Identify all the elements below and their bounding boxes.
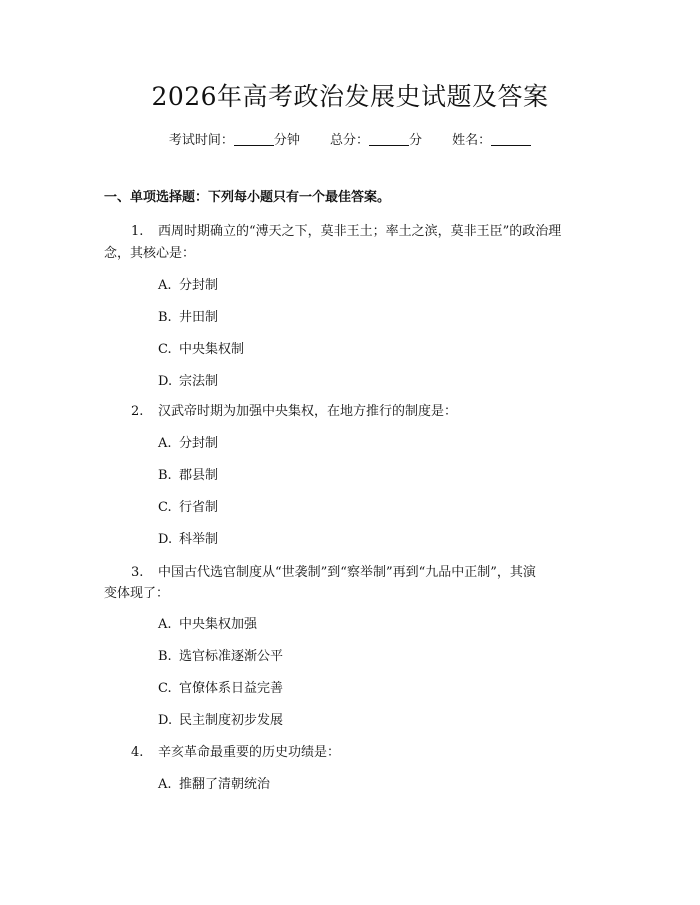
question-3-text-line-2: 变体现了： (104, 586, 170, 601)
student-name-blank (491, 133, 531, 146)
total-score-unit: 分 (409, 133, 423, 148)
option-text: 行省制 (179, 500, 219, 515)
exam-info-line (0, 131, 700, 151)
option-letter: A. (158, 436, 172, 451)
question-2-option-b (158, 466, 218, 486)
question-4-number: 4. (131, 745, 144, 760)
option-letter: C. (158, 500, 172, 515)
exam-time-blank (234, 133, 274, 146)
question-2-option-a (158, 434, 218, 454)
student-name-field (452, 131, 531, 151)
question-4-line-1 (131, 743, 340, 763)
question-1-option-a (158, 276, 218, 296)
total-score-field (330, 131, 422, 151)
option-letter: C. (158, 342, 172, 357)
question-3-option-c (158, 679, 283, 699)
option-text: 科举制 (179, 532, 219, 547)
section-heading: 一、单项选择题：下列每小题只有一个最佳答案。 (104, 190, 391, 205)
exam-time-field (169, 131, 300, 151)
option-text: 郡县制 (179, 468, 219, 483)
option-letter: C. (158, 681, 172, 696)
question-1-line-1 (131, 222, 561, 242)
option-letter: A. (158, 617, 172, 632)
question-3-option-d (158, 711, 283, 731)
question-4-option-a (158, 775, 270, 795)
page-title: 2026年高考政治发展史试题及答案 (151, 82, 549, 111)
question-3-option-a (158, 615, 257, 635)
option-text: 中央集权制 (179, 342, 245, 357)
question-2-option-c (158, 498, 218, 518)
question-1-option-b (158, 308, 218, 328)
option-text: 井田制 (179, 310, 219, 325)
question-2-text-line-1: 汉武帝时期为加强中央集权，在地方推行的制度是： (158, 404, 458, 419)
question-1-option-c (158, 340, 244, 360)
total-score-label: 总分： (329, 133, 369, 148)
question-3-number: 3. (131, 565, 144, 580)
question-2-number: 2. (131, 404, 144, 419)
option-letter: D. (158, 713, 173, 728)
question-3-line-1 (131, 563, 536, 583)
question-1-text-line-2: 念，其核心是： (104, 246, 196, 261)
option-letter: A. (158, 777, 172, 792)
option-text: 选官标准逐渐公平 (179, 649, 284, 664)
option-text: 官僚体系日益完善 (179, 681, 284, 696)
student-name-label: 姓名： (452, 133, 492, 148)
question-4-text-line-1: 辛亥革命最重要的历史功绩是： (158, 745, 341, 760)
option-text: 推翻了清朝统治 (179, 777, 271, 792)
question-1-option-d (158, 372, 218, 392)
option-text: 分封制 (179, 436, 219, 451)
question-3-option-b (158, 647, 283, 667)
option-text: 宗法制 (179, 374, 219, 389)
option-text: 分封制 (179, 278, 219, 293)
question-2-line-1 (131, 402, 457, 422)
option-text: 中央集权加强 (179, 617, 258, 632)
total-score-blank (369, 133, 409, 146)
option-letter: B. (158, 649, 172, 664)
question-2-option-d (158, 530, 218, 550)
option-letter: D. (158, 374, 173, 389)
exam-time-unit: 分钟 (273, 133, 300, 148)
option-letter: B. (158, 310, 172, 325)
exam-time-label: 考试时间： (168, 133, 234, 148)
question-1-number: 1. (131, 224, 144, 239)
option-letter: B. (158, 468, 172, 483)
option-text: 民主制度初步发展 (179, 713, 284, 728)
option-letter: D. (158, 532, 173, 547)
question-3-text-line-1: 中国古代选官制度从“世袭制”到“察举制”再到“九品中正制”，其演 (158, 565, 536, 580)
question-1-text-line-1: 西周时期确立的“溥天之下，莫非王土；率土之滨，莫非王臣”的政治理 (158, 224, 562, 239)
option-letter: A. (158, 278, 172, 293)
